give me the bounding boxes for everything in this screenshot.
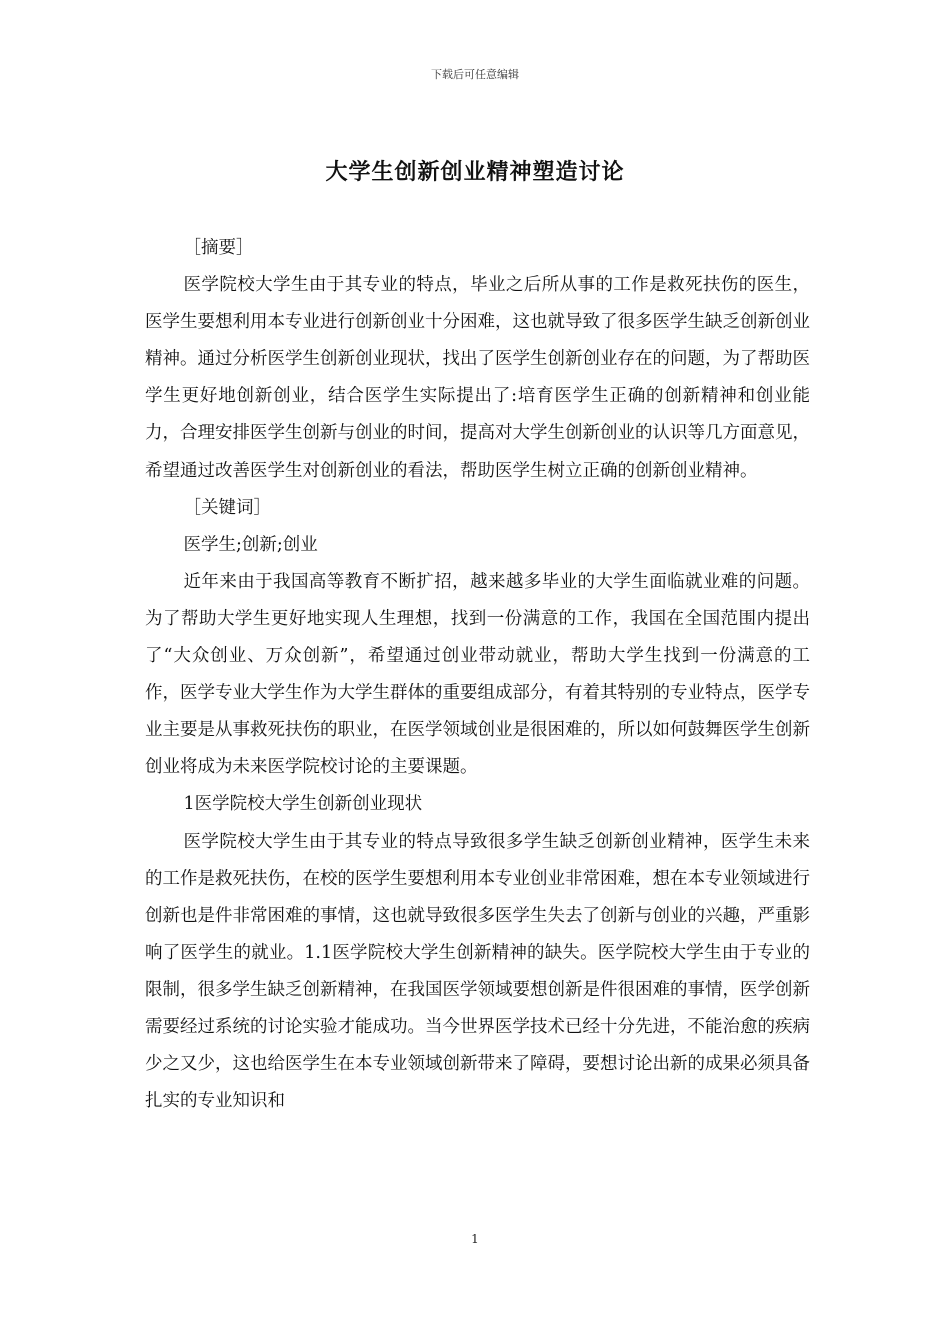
keywords-paragraph: 医学生;创新;创业 bbox=[183, 534, 318, 555]
keywords-heading: ［关键词］ bbox=[183, 497, 271, 518]
section-heading: 1医学院校大学生创新创业现状 bbox=[183, 794, 423, 815]
abstract-paragraph: 医学院校大学生由于其专业的特点，毕业之后所从事的工作是救死扶伤的医生，医学生要想利用本专业进行创新创业十分困难，这也就导致了很多医学生缺乏创新创业精神。通过分析医学生创新创业现状，找出了医学生创新创业存在的问题，为了帮助医学生更好地创新创业，结合医学生实际提出了:培育医学生正确的创新精神和创业能力，合理安排医学生创新与创业的时间，提高对大学生创新创业的认识等几方面意见，希望通过改善医学生对创新创业的看法，帮助医学生树立正确的创新创业精神。 bbox=[145, 275, 810, 481]
document-title: 大学生创新创业精神塑造讨论 bbox=[325, 160, 625, 185]
abstract-heading: ［摘要］ bbox=[183, 238, 254, 258]
section-paragraph: 医学院校大学生由于其专业的特点导致很多学生缺乏创新创业精神，医学生未来的工作是救死扶伤，在校的医学生要想利用本专业创业非常困难，想在本专业领域进行创新也是件非常困难的事情，这也就导致很多医学生失去了创新与创业的兴趣，严重影响了医学生的就业。1.1医学院校大学生创新精神的缺失。医学院校大学生由于专业的限制，很多学生缺乏创新精神，在我国医学领域要想创新是件很困难的事情，医学创新需要经过系统的讨论实验才能成功。当今世界医学技术已经十分先进，不能治愈的疾病少之又少，这也给医学生在本专业领域创新带来了障碍，要想讨论出新的成果必须具备扎实的专业知识和 bbox=[145, 831, 810, 1112]
page-number: 1 bbox=[471, 1232, 479, 1246]
document-body bbox=[145, 230, 810, 1120]
header-note: 下载后可任意编辑 bbox=[431, 68, 519, 81]
intro-paragraph: 近年来由于我国高等教育不断扩招，越来越多毕业的大学生面临就业难的问题。为了帮助大学生更好地实现人生理想，找到一份满意的工作，我国在全国范围内提出了“大众创业、万众创新”，希望通过创业带动就业，帮助大学生找到一份满意的工作，医学专业大学生作为大学生群体的重要组成部分，有着其特别的专业特点，医学专业主要是从事救死扶伤的职业，在医学领域创业是很困难的，所以如何鼓舞医学生创新创业将成为未来医学院校讨论的主要课题。 bbox=[145, 571, 810, 778]
